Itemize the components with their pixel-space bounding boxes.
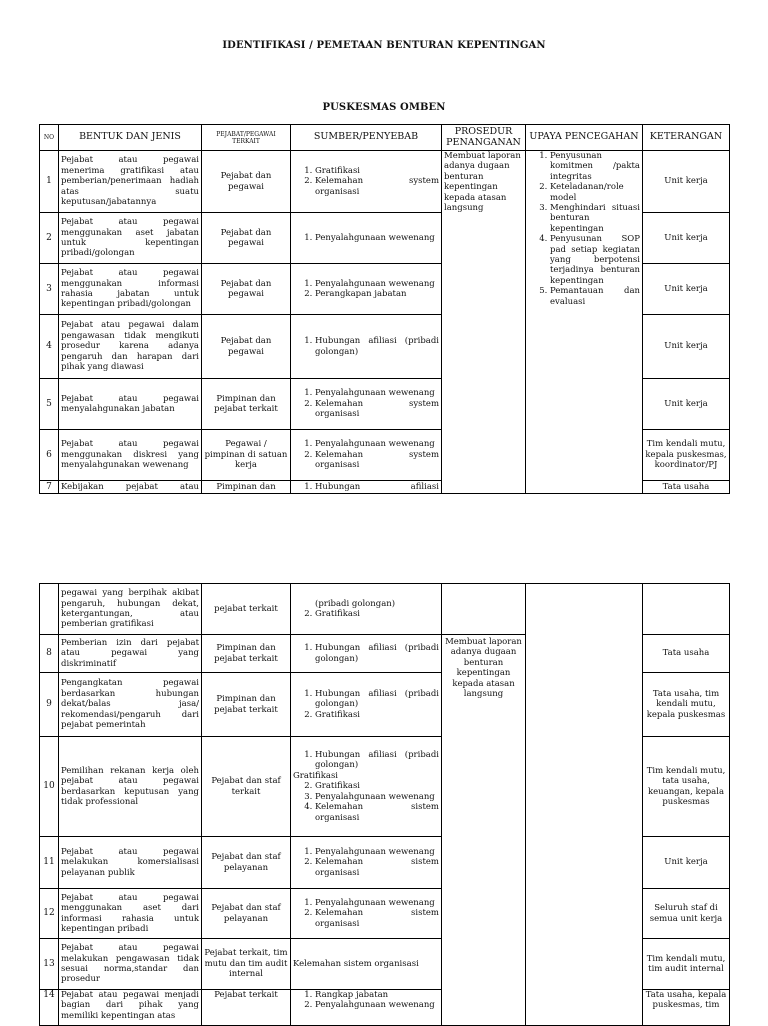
bentuk-cell: Pejabat atau pegawai menyalahgunakan jabatan <box>59 379 202 430</box>
sumber-item: 2. Gratifikasi <box>315 781 439 791</box>
table-row <box>40 584 730 635</box>
keterangan-cell: Tim kendali mutu, tata usaha, keuangan, kepala puskesmas <box>643 737 730 837</box>
pejabat-cell: Pimpinan dan <box>202 481 291 494</box>
pejabat-cell: Pejabat terkait, tim mutu dan tim audit internal <box>202 939 291 990</box>
header-pejabat: PEJABAT/PEGAWAI TERKAIT <box>202 125 291 151</box>
sumber-cell <box>291 889 442 939</box>
keterangan-cell: Unit kerja <box>643 837 730 889</box>
keterangan-cell: Tata usaha, kepala puskesmas, tim <box>643 990 730 1026</box>
sumber-item: 1. Penyalahgunaan wewenang <box>315 439 439 449</box>
pejabat-cell: Pimpinan dan pejabat terkait <box>202 635 291 673</box>
bentuk-cell: pegawai yang berpihak akibat pengaruh, hubungan dekat, ketergantungan, atau pemberian gratifikasi <box>59 584 202 635</box>
bentuk-cell: Pejabat atau pegawai menerima gratifikasi atau pemberian/penerimaan hadiah atas suatu keputusan/jabatannya <box>59 151 202 213</box>
bentuk-cell: Pejabat atau pegawai menggunakan aset jabatan untuk kepentingan pribadi/golongan <box>59 213 202 264</box>
row-number: 14 <box>40 990 59 1026</box>
pejabat-cell: Pejabat terkait <box>202 990 291 1026</box>
sumber-item: 1. Penyalahgunaan wewenang <box>315 233 439 243</box>
sumber-cell <box>291 264 442 315</box>
sumber-item: 2. Kelemahan system organisasi <box>315 450 439 471</box>
bentuk-cell: Pengangkatan pegawai berdasarkan hubungan dekat/balas jasa/ rekomendasi/pengaruh dari pejabat pemerintah <box>59 673 202 737</box>
keterangan-cell: Tim kendali mutu, tim audit internal <box>643 939 730 990</box>
pejabat-cell: Pegawai / pimpinan di satuan kerja <box>202 430 291 481</box>
pejabat-cell: Pejabat dan pegawai <box>202 264 291 315</box>
header-upaya: UPAYA PENCEGAHAN <box>526 125 643 151</box>
row-number: 2 <box>40 213 59 264</box>
row-number: 10 <box>40 737 59 837</box>
row-number: 6 <box>40 430 59 481</box>
upaya-cell <box>526 584 643 1026</box>
sumber-cell <box>291 481 442 494</box>
keterangan-cell: Unit kerja <box>643 379 730 430</box>
sumber-item: 1. Penyalahgunaan wewenang <box>315 847 439 857</box>
upaya-item: 3. Menghindari situasi benturan kepentingan <box>550 203 640 234</box>
keterangan-cell: Unit kerja <box>643 151 730 213</box>
keterangan-cell: Tata usaha <box>643 635 730 673</box>
sumber-item: 1. Penyalahgunaan wewenang <box>315 279 439 289</box>
row-number: 13 <box>40 939 59 990</box>
sumber-item: 1. Hubungan afiliasi (pribadi golongan) <box>315 336 439 357</box>
bentuk-cell: Pejabat atau pegawai menggunakan aset dari informasi rahasia untuk kepentingan pribadi <box>59 889 202 939</box>
table-row <box>40 151 730 213</box>
row-number: 11 <box>40 837 59 889</box>
keterangan-cell: Tata usaha, tim kendali mutu, kepala puskesmas <box>643 673 730 737</box>
bentuk-cell: Pejabat atau pegawai menggunakan diskresi yang menyalahgunakan wewenang <box>59 430 202 481</box>
pejabat-cell: pejabat terkait <box>202 584 291 635</box>
sumber-cell <box>291 379 442 430</box>
pejabat-cell: Pimpinan dan pejabat terkait <box>202 673 291 737</box>
row-number: 5 <box>40 379 59 430</box>
header-sumber: SUMBER/PENYEBAB <box>291 125 442 151</box>
sumber-cell <box>291 990 442 1026</box>
sumber-item: 2. Perangkapan jabatan <box>315 289 439 299</box>
pejabat-cell: Pimpinan dan pejabat terkait <box>202 379 291 430</box>
row-number: 4 <box>40 315 59 379</box>
upaya-item: 4. Penyusunan SOP pad setiap kegiatan yang berpotensi terjadinya benturan kepentingan <box>550 234 640 286</box>
sumber-item: 1. Hubungan afiliasi (pribadi golongan) <box>315 689 439 710</box>
sumber-continuation: (pribadi golongan) <box>315 598 396 609</box>
bentuk-cell: Pemberian izin dari pejabat atau pegawai yang diskriminatif <box>59 635 202 673</box>
bentuk-cell: Pejabat atau pegawai melakukan pengawasan tidak sesuai norma,standar dan prosedur <box>59 939 202 990</box>
sumber-cell: Kelemahan sistem organisasi <box>291 939 442 990</box>
header-bentuk: BENTUK DAN JENIS <box>59 125 202 151</box>
sumber-cell <box>291 673 442 737</box>
keterangan-cell: Tim kendali mutu, kepala puskesmas, koordinator/PJ <box>643 430 730 481</box>
bentuk-cell: Pejabat atau pegawai menjadi bagian dari pihak yang memiliki kepentingan atas <box>59 990 202 1026</box>
pejabat-cell: Pejabat dan pegawai <box>202 151 291 213</box>
keterangan-cell: Unit kerja <box>643 213 730 264</box>
bentuk-cell: Pejabat atau pegawai melakukan komersialisasi pelayanan publik <box>59 837 202 889</box>
sumber-item: 2. Kelemahan sistem organisasi <box>315 857 439 878</box>
pejabat-cell: Pejabat dan staf terkait <box>202 737 291 837</box>
pejabat-cell: Pejabat dan staf pelayanan <box>202 837 291 889</box>
bentuk-cell: Pejabat atau pegawai menggunakan informasi rahasia jabatan untuk kepentingan pribadi/golongan <box>59 264 202 315</box>
header-row <box>40 125 730 151</box>
sumber-item: 1. Rangkap jabatan <box>315 990 439 1000</box>
sumber-cell <box>291 837 442 889</box>
document-title: IDENTIFIKASI / PEMETAAN BENTURAN KEPENTINGAN <box>222 40 546 51</box>
row-number <box>40 584 59 635</box>
row-number: 9 <box>40 673 59 737</box>
conflict-table-page-1 <box>39 124 730 494</box>
sumber-cell <box>291 737 442 837</box>
sumber-item: 2. Gratifikasi <box>315 710 439 720</box>
pejabat-cell: Pejabat dan staf pelayanan <box>202 889 291 939</box>
keterangan-cell: Unit kerja <box>643 264 730 315</box>
sumber-item: 1. Penyalahgunaan wewenang <box>315 898 439 908</box>
sumber-item: 3. Penyalahgunaan wewenang <box>315 792 439 802</box>
keterangan-cell: Unit kerja <box>643 315 730 379</box>
row-number: 1 <box>40 151 59 213</box>
prosedur-cell: Membuat laporan adanya dugaan benturan kepentingan kepada atasan langsung <box>442 151 526 494</box>
sumber-item: 2. Gratifikasi <box>315 609 439 619</box>
bentuk-cell: Kebijakan pejabat atau <box>59 481 202 494</box>
header-keterangan: KETERANGAN <box>643 125 730 151</box>
upaya-item: 1. Penyusunan komitmen /pakta integritas <box>550 151 640 182</box>
prosedur-cell <box>442 584 526 635</box>
keterangan-cell <box>643 584 730 635</box>
sumber-item: 1. Hubungan afiliasi (pribadi golongan) <box>315 643 439 664</box>
sumber-item: 2. Kelemahan sistem organisasi <box>315 908 439 929</box>
bentuk-cell: Pejabat atau pegawai dalam pengawasan tidak mengikuti prosedur karena adanya pengaruh dan harapan dari pihak yang diawasi <box>59 315 202 379</box>
pejabat-cell: Pejabat dan pegawai <box>202 315 291 379</box>
sumber-cell <box>291 151 442 213</box>
row-number: 8 <box>40 635 59 673</box>
sumber-item: 1. Hubungan afiliasi <box>315 482 439 492</box>
bentuk-cell: Pemilihan rekanan kerja oleh pejabat atau pegawai berdasarkan keputusan yang tidak professional <box>59 737 202 837</box>
sumber-cell <box>291 430 442 481</box>
sumber-item: 2. Kelemahan system organisasi <box>315 399 439 420</box>
header-prosedur: PROSEDUR PENANGANAN <box>442 125 526 151</box>
sumber-item: 1. Penyalahgunaan wewenang <box>315 388 439 398</box>
sumber-cell <box>291 213 442 264</box>
pejabat-cell: Pejabat dan pegawai <box>202 213 291 264</box>
row-number: 7 <box>40 481 59 494</box>
sumber-item: 2. Penyalahgunaan wewenang <box>315 1000 439 1010</box>
upaya-cell <box>526 151 643 494</box>
sumber-standalone: Gratifikasi <box>293 770 339 781</box>
sumber-item: 1. Hubungan afiliasi (pribadi golongan) <box>315 750 439 771</box>
row-number: 12 <box>40 889 59 939</box>
prosedur-cell: Membuat laporan adanya dugaan benturan kepentingan kepada atasan langsung <box>442 635 526 1026</box>
sumber-item: 1. Gratifikasi <box>315 166 439 176</box>
sumber-cell <box>291 315 442 379</box>
document-subtitle: PUSKESMAS OMBEN <box>322 102 446 113</box>
keterangan-cell: Seluruh staf di semua unit kerja <box>643 889 730 939</box>
sumber-item: 2. Kelemahan system organisasi <box>315 176 439 197</box>
upaya-item: 2. Keteladanan/role model <box>550 182 640 203</box>
sumber-cell <box>291 584 442 635</box>
row-number: 3 <box>40 264 59 315</box>
header-no: NO <box>40 125 59 151</box>
conflict-table-page-2 <box>39 583 730 1026</box>
sumber-cell <box>291 635 442 673</box>
sumber-item: 4. Kelemahan sistem organisasi <box>315 802 439 823</box>
keterangan-cell: Tata usaha <box>643 481 730 494</box>
upaya-item: 5. Pemantauan dan evaluasi <box>550 286 640 307</box>
